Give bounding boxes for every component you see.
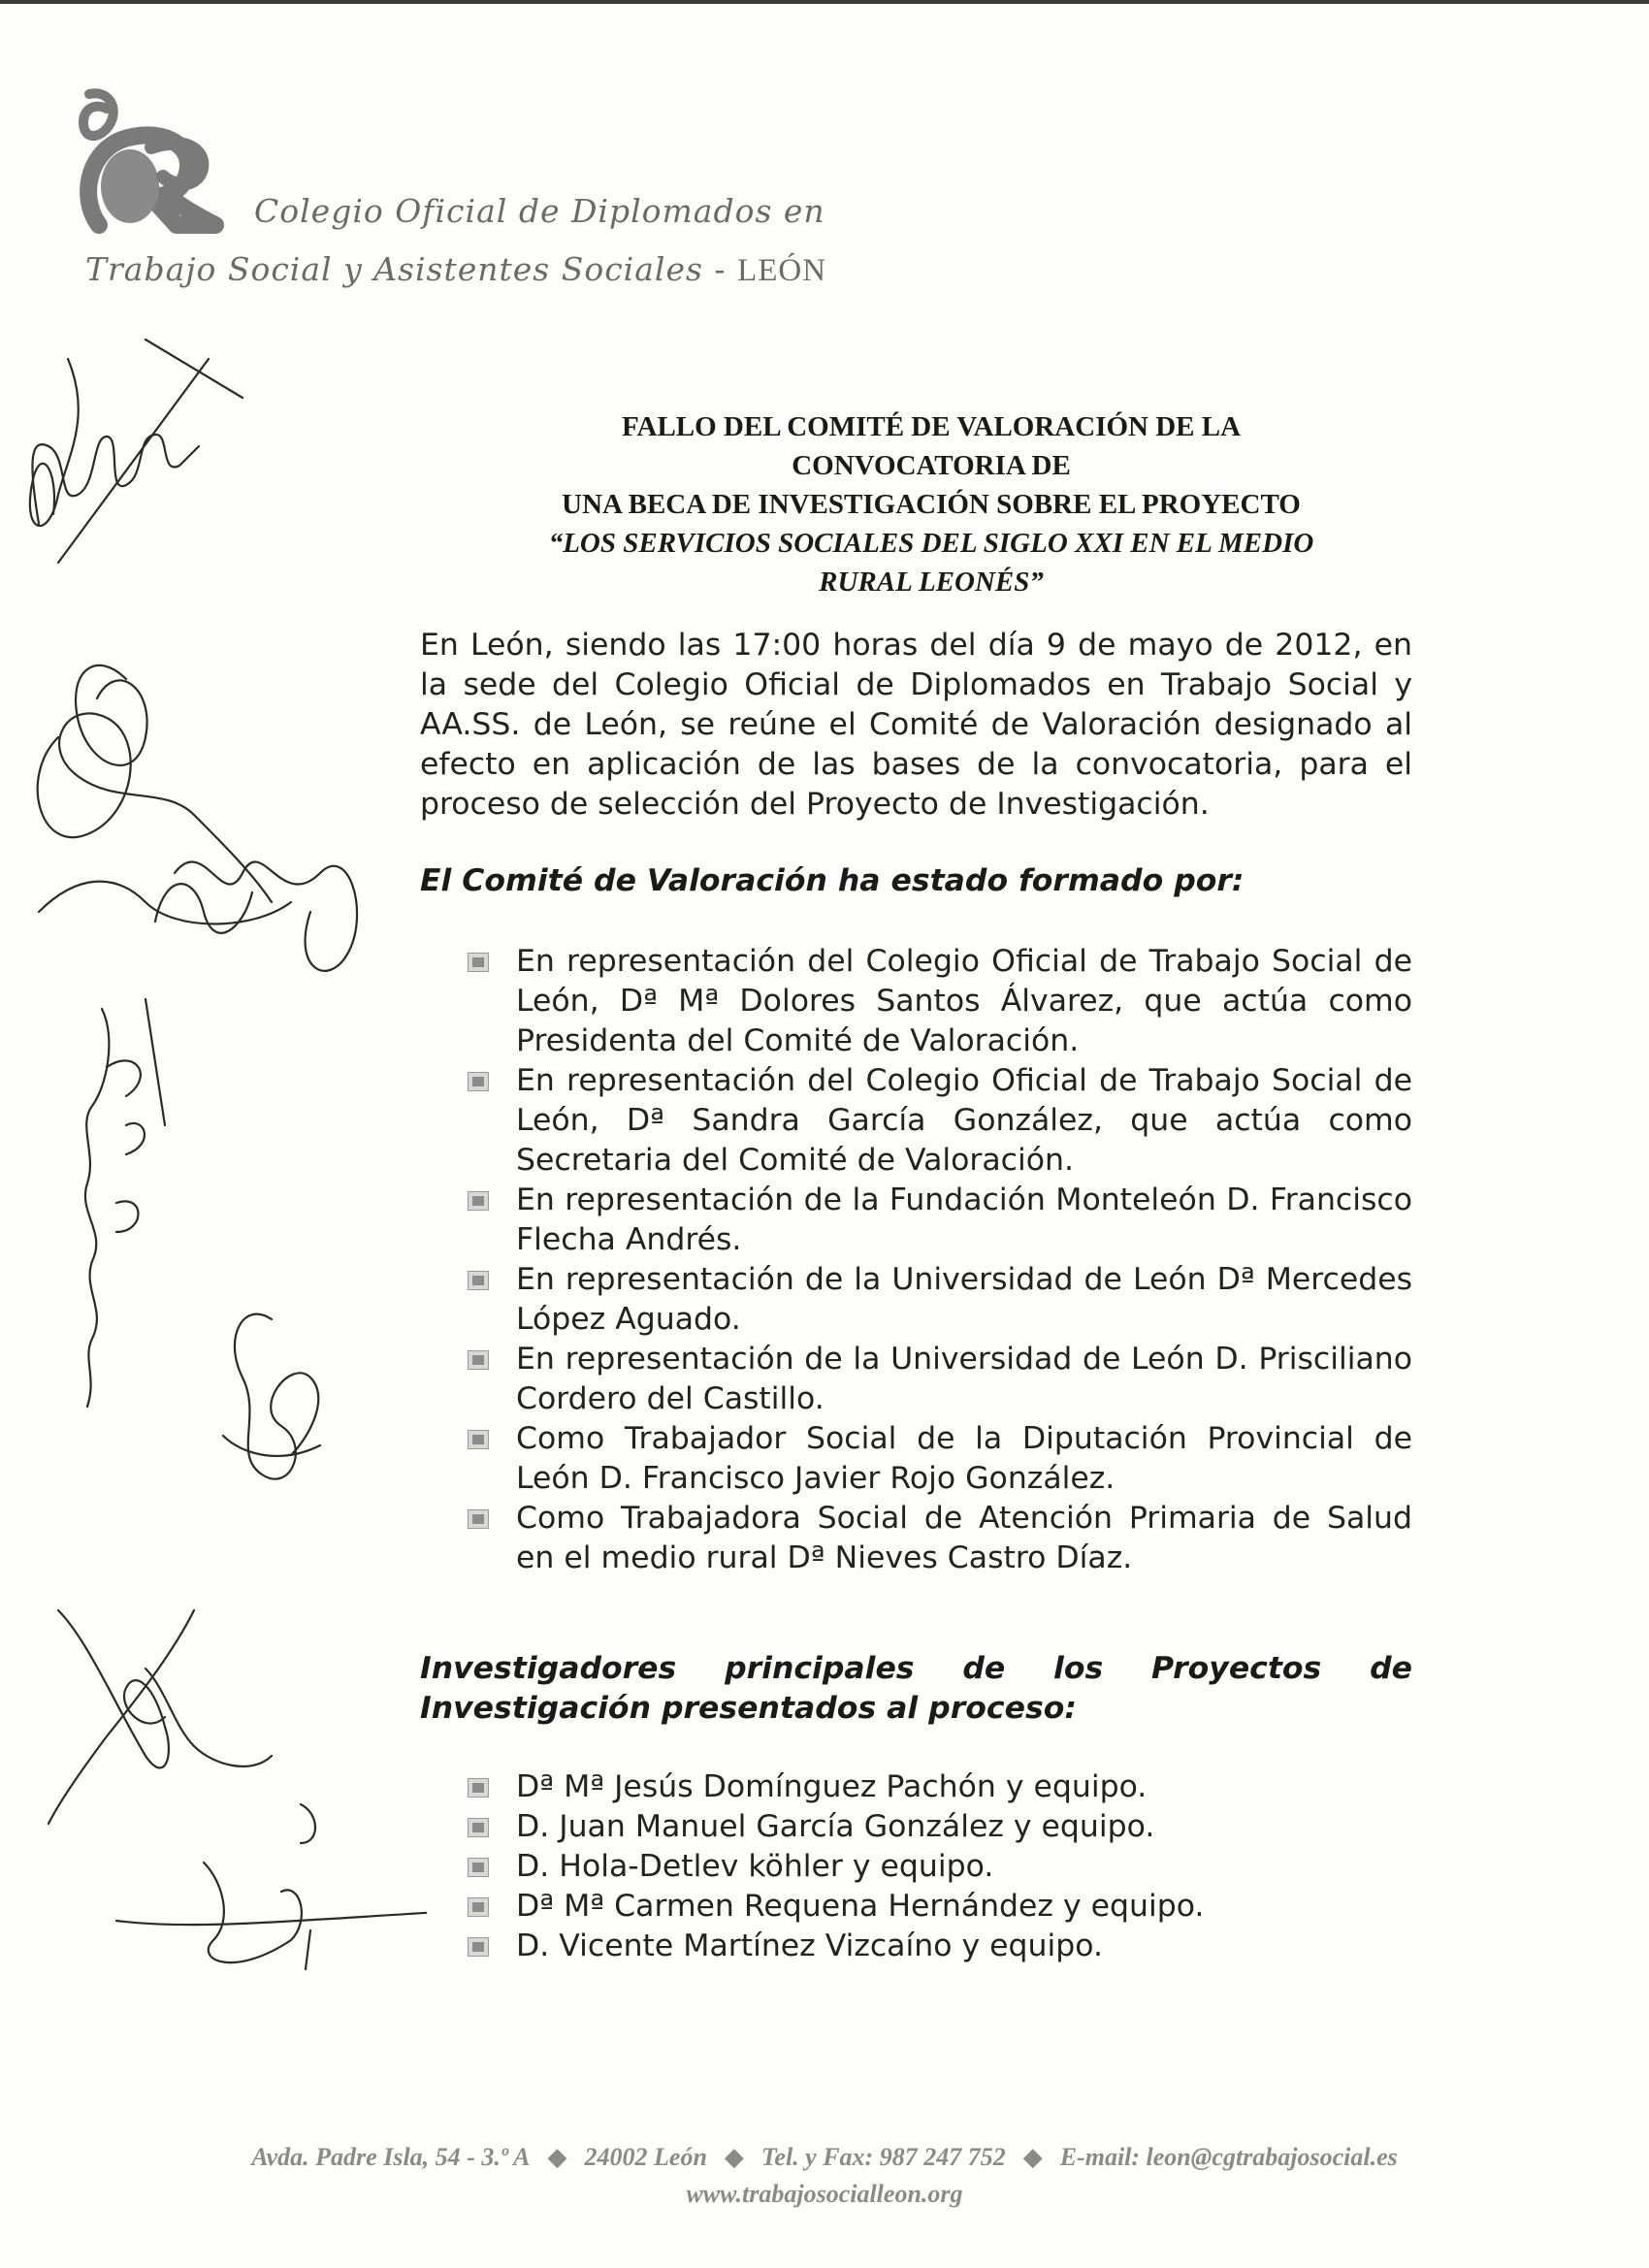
committee-member-6: Como Trabajador Social de la Diputación Provincial de León D. Francisco Javier Rojo González. xyxy=(516,1421,1412,1496)
list-item xyxy=(466,1260,1412,1340)
bullet-icon xyxy=(468,1778,489,1798)
document-title xyxy=(446,407,1416,601)
bullet-icon xyxy=(468,1897,489,1917)
list-item xyxy=(466,942,1412,1061)
researchers-heading: Investigadores principales de los Proyectos de Investigación presentados al proceso: xyxy=(420,1651,1412,1726)
signature-6 xyxy=(116,1911,427,1925)
list-item xyxy=(466,1419,1412,1499)
signature-3 xyxy=(85,1009,110,1407)
list-item xyxy=(466,1181,1412,1260)
margin-signatures xyxy=(0,330,427,1979)
college-city: LEÓN xyxy=(737,253,827,288)
college-name-line2 xyxy=(85,250,826,289)
footer-website[interactable]: www.trabajosocialleon.org xyxy=(686,2180,963,2208)
footer-postal: 24002 León xyxy=(584,2143,707,2171)
researcher-4: Dª Mª Carmen Requena Hernández y equipo. xyxy=(516,1889,1205,1924)
researchers-list xyxy=(466,1767,1412,1966)
bullet-icon xyxy=(468,1858,489,1877)
list-item xyxy=(466,1887,1412,1927)
bullet-icon xyxy=(468,1350,489,1370)
title-line3: UNA BECA DE INVESTIGACIÓN SOBRE EL PROYECTO xyxy=(562,489,1301,520)
researcher-2: D. Juan Manuel García González y equipo. xyxy=(516,1809,1155,1844)
committee-member-4: En representación de la Universidad de León Dª Mercedes López Aguado. xyxy=(516,1262,1412,1337)
bullet-icon xyxy=(468,1937,489,1957)
title-line1: FALLO DEL COMITÉ DE VALORACIÓN DE LA xyxy=(621,411,1242,442)
committee-member-5: En representación de la Universidad de León D. Prisciliano Cordero del Castillo. xyxy=(516,1342,1412,1416)
researcher-1: Dª Mª Jesús Domínguez Pachón y equipo. xyxy=(516,1769,1148,1804)
intro-paragraph: En León, siendo las 17:00 horas del día 9 de mayo de 2012, en la sede del Colegio Oficial de Diplomados en Trabajo Social y AA.SS. de León, se reúne el Comité de Valoración designado al efecto en aplicación de las bases de la convocatoria, para el proceso de selección del Proyecto de Investigación. xyxy=(420,628,1412,822)
title-line2: CONVOCATORIA DE xyxy=(792,450,1071,481)
footer-address: Avda. Padre Isla, 54 - 3.º A xyxy=(251,2143,531,2171)
signature-2 xyxy=(38,713,272,902)
footer xyxy=(0,2139,1649,2213)
footer-contact-line xyxy=(0,2139,1649,2176)
committee-member-3: En representación de la Fundación Monteleón D. Francisco Flecha Andrés. xyxy=(516,1183,1412,1257)
researcher-5: D. Vicente Martínez Vizcaíno y equipo. xyxy=(516,1928,1103,1963)
title-line4: “LOS SERVICIOS SOCIALES DEL SIGLO XXI EN EL MEDIO xyxy=(548,528,1314,559)
bullet-icon xyxy=(468,1271,489,1290)
signature-5 xyxy=(58,1610,169,1767)
footer-email[interactable]: E-mail: leon@cgtrabajosocial.es xyxy=(1059,2143,1398,2171)
researcher-3: D. Hola-Detlev köhler y equipo. xyxy=(516,1849,994,1884)
diamond-separator-icon: ◆ xyxy=(1022,2143,1043,2171)
list-item xyxy=(466,1767,1412,1807)
list-item xyxy=(466,1847,1412,1887)
committee-member-1: En representación del Colegio Oficial de Trabajo Social de León, Dª Mª Dolores Santos Álvarez, que actúa como Presidenta del Comité de Valoración. xyxy=(516,944,1412,1058)
bullet-icon xyxy=(468,953,489,972)
scan-edge xyxy=(0,0,1649,4)
diamond-separator-icon: ◆ xyxy=(547,2143,567,2171)
list-item xyxy=(466,1061,1412,1181)
college-name-line2-text: Trabajo Social y Asistentes Sociales - xyxy=(85,250,727,288)
list-item xyxy=(466,1340,1412,1419)
diamond-separator-icon: ◆ xyxy=(724,2143,744,2171)
list-item xyxy=(466,1807,1412,1847)
college-logo xyxy=(70,80,235,235)
signature-1 xyxy=(30,359,79,526)
bullet-icon xyxy=(468,1072,489,1091)
signature-4 xyxy=(235,1314,318,1479)
list-item xyxy=(466,1499,1412,1578)
footer-phone: Tel. y Fax: 987 247 752 xyxy=(760,2143,1006,2171)
committee-member-7: Como Trabajadora Social de Atención Primaria de Salud en el medio rural Dª Nieves Castro Díaz. xyxy=(516,1501,1412,1575)
bullet-icon xyxy=(468,1430,489,1449)
college-name-line1: Colegio Oficial de Diplomados en xyxy=(254,192,825,230)
title-line5: RURAL LEONÉS” xyxy=(819,567,1044,598)
committee-list xyxy=(466,942,1412,1578)
bullet-icon xyxy=(468,1818,489,1837)
committee-heading: El Comité de Valoración ha estado formado por: xyxy=(420,863,1245,898)
bullet-icon xyxy=(468,1509,489,1529)
bullet-icon xyxy=(468,1191,489,1211)
committee-member-2: En representación del Colegio Oficial de Trabajo Social de León, Dª Sandra García González, que actúa como Secretaria del Comité de Valoración. xyxy=(516,1063,1412,1178)
list-item xyxy=(466,1927,1412,1966)
